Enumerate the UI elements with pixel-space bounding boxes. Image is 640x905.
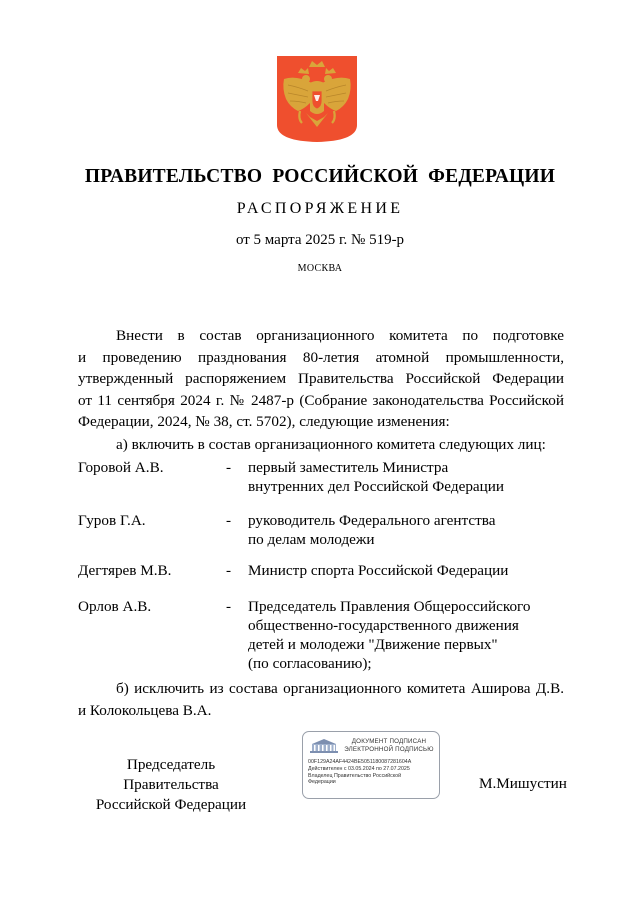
item-b-line: б) исключить из состава организационного комитета Аширова Д.В.	[116, 680, 564, 697]
position-line: (по согласованию);	[248, 655, 372, 672]
signatory-name: М.Мишустин	[479, 775, 567, 792]
position-line: внутренних дел Российской Федерации	[248, 478, 505, 495]
signatory-title	[78, 755, 264, 815]
intro-line: утвержденный распоряжением Правительства Российской Федерации	[78, 370, 564, 388]
member-name: Орлов А.В.	[78, 598, 152, 615]
stamp-header-line: ЭЛЕКТРОННОЙ ПОДПИСЬЮ	[344, 745, 434, 753]
intro-line: и проведению празднования 80-летия атомной промышленности,	[78, 348, 564, 366]
position-line: первый заместитель Министра	[248, 459, 449, 476]
government-building-icon	[309, 738, 339, 754]
document-type: РАСПОРЯЖЕНИЕ	[236, 200, 404, 217]
member-dash: -	[226, 512, 232, 529]
intro-line: Федерации, 2024, № 38, ст. 5702), следующие изменения:	[78, 413, 450, 431]
member-dash: -	[226, 459, 232, 476]
position-line: по делам молодежи	[248, 531, 375, 548]
document-date-number: от 5 марта 2025 г. № 519-р	[235, 232, 405, 248]
position-line: детей и молодежи "Движение первых"	[248, 636, 498, 653]
member-dash: -	[226, 598, 232, 615]
certificate-serial: 00F129A24AF4424BE5051180087281604A	[308, 759, 412, 765]
document-city: МОСКВА	[297, 263, 343, 274]
member-dash: -	[226, 562, 232, 579]
stamp-certificate-info	[308, 759, 436, 786]
intro-line: Внести в состав организационного комитета по подготовке	[116, 327, 564, 344]
item-a-text: а) включить в состав организационного комитета следующих лиц:	[116, 436, 546, 453]
member-name: Гуров Г.А.	[78, 512, 146, 529]
electronic-signature-stamp	[302, 731, 440, 799]
certificate-owner: Федерации	[308, 779, 336, 786]
member-position	[248, 511, 568, 549]
government-title: ПРАВИТЕЛЬСТВО РОССИЙСКОЙ ФЕДЕРАЦИИ	[84, 166, 556, 187]
position-line: Председатель Правления Общероссийского	[248, 598, 531, 615]
signatory-title-line: Российской Федерации	[95, 796, 247, 813]
position-line: руководитель Федерального агентства	[248, 512, 496, 529]
member-position	[248, 597, 568, 673]
certificate-validity: Действителен с 03.05.2024 по 27.07.2025	[308, 765, 410, 772]
position-line: Министр спорта Российской Федерации	[248, 562, 509, 579]
signatory-title-line: Председатель Правительства	[123, 756, 219, 793]
intro-paragraph	[78, 325, 564, 433]
coat-of-arms-emblem	[276, 55, 358, 143]
position-line: общественно-государственного движения	[248, 617, 519, 634]
member-position	[248, 458, 568, 496]
member-name: Горовой А.В.	[78, 459, 164, 476]
stamp-header-line: ДОКУМЕНТ ПОДПИСАН	[351, 738, 427, 745]
stamp-header	[343, 738, 435, 753]
item-b-line: и Колокольцева В.А.	[78, 701, 212, 719]
item-b-paragraph	[78, 678, 564, 721]
certificate-owner: Владелец Правительство Российской	[308, 772, 402, 779]
member-name: Дегтярев М.В.	[78, 562, 172, 579]
intro-line: от 11 сентября 2024 г. № 2487-р (Собрание законодательства Российской	[78, 391, 564, 409]
member-position	[248, 561, 568, 580]
